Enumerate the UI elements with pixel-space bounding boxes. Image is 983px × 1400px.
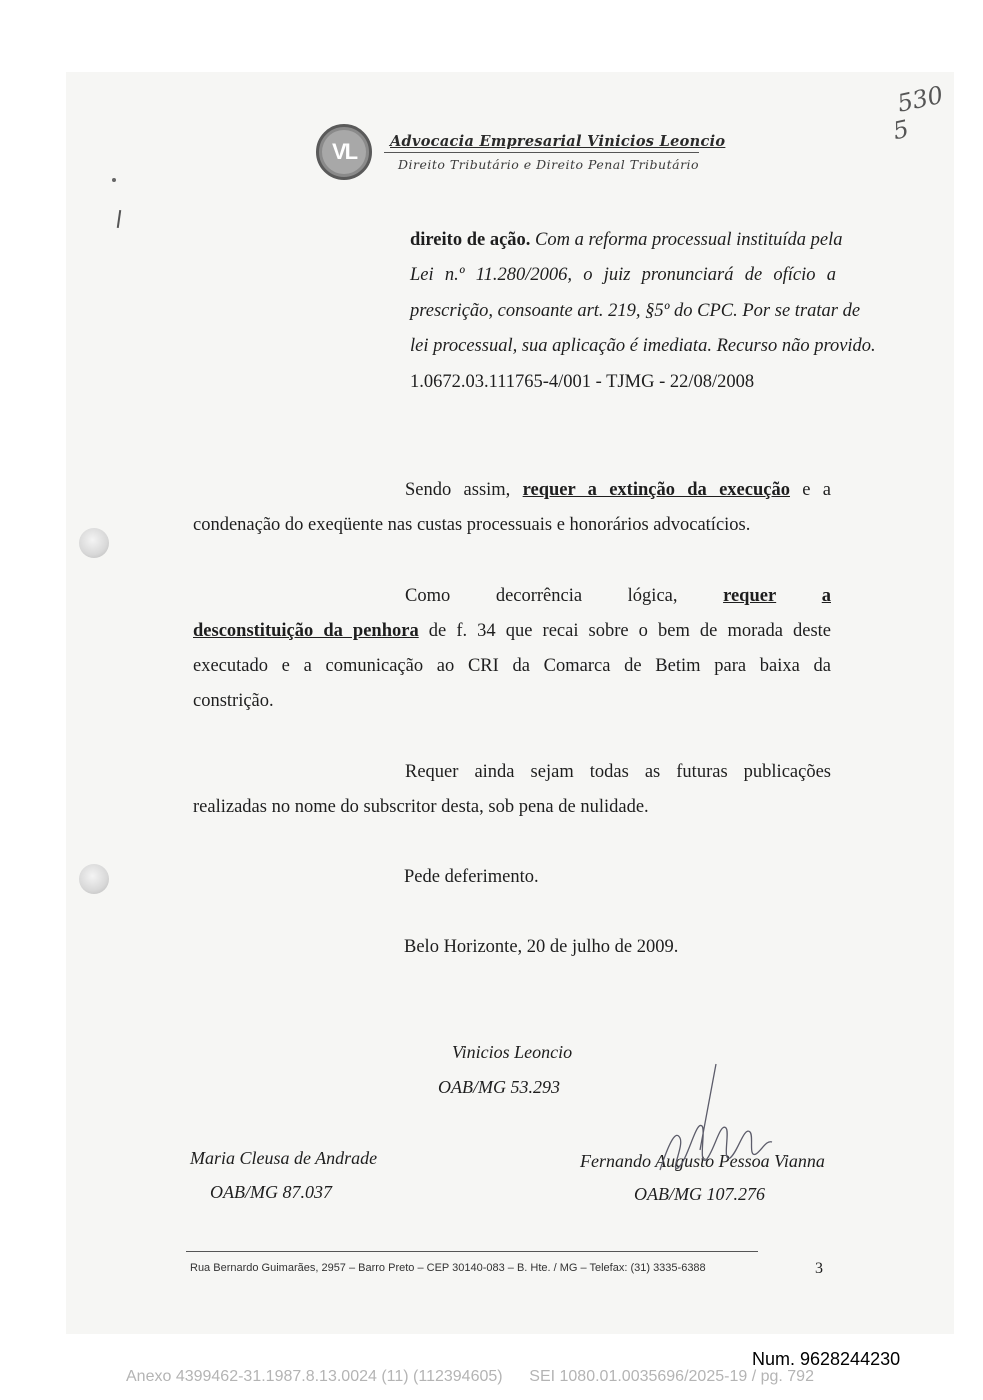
- paragraph-2-line-2: desconstituição da penhora de f. 34 que recai sobre o bem de morada deste: [193, 621, 832, 641]
- firm-name: Advocacia Empresarial Vinicios Leoncio: [390, 133, 726, 150]
- paragraph-2-line-1: Como decorrência lógica, requer a: [405, 586, 831, 606]
- right-signatory-oab: OAB/MG 107.276: [634, 1184, 765, 1204]
- firm-subtitle: Direito Tributário e Direito Penal Tributário: [398, 157, 700, 172]
- place-and-date: Belo Horizonte, 20 de julho de 2009.: [404, 937, 679, 957]
- quote-line-3: prescrição, consoante art. 219, §5º do CPC. Por se tratar de: [410, 301, 861, 321]
- footer-rule: [186, 1251, 758, 1252]
- page-number: 3: [815, 1260, 823, 1277]
- closing-text: Pede deferimento.: [404, 867, 539, 887]
- document-number-stamp: Num. 9628244230: [752, 1349, 901, 1369]
- paragraph-1-line-2: condenação do exeqüente nas custas processuais e honorários advocatícios.: [193, 515, 751, 535]
- paragraph-2-line-4: constrição.: [193, 691, 274, 711]
- paragraph-1-line-1: Sendo assim, requer a extinção da execução e a: [405, 480, 831, 500]
- paragraph-2-line-3: executado e a comunicação ao CRI da Comarca de Betim para baixa da: [193, 656, 831, 676]
- left-signatory-name: Maria Cleusa de Andrade: [190, 1148, 378, 1168]
- paragraph-3-line-2: realizadas no nome do subscritor desta, sob pena de nulidade.: [193, 797, 649, 817]
- punch-hole-bottom: [79, 864, 109, 894]
- paragraph-3-line-1: Requer ainda sejam todas as futuras publicações: [405, 762, 831, 782]
- main-signatory-name: Vinicios Leoncio: [452, 1042, 573, 1062]
- quote-line-2: Lei n.º 11.280/2006, o juiz pronunciará de ofício a: [410, 265, 836, 285]
- quote-line-4: lei processual, sua aplicação é imediata. Recurso não provido.: [410, 336, 876, 356]
- right-signatory-name: Fernando Augusto Pessoa Vianna: [580, 1151, 825, 1171]
- handwritten-signature: [640, 1060, 780, 1180]
- quote-line-1: direito de ação. Com a reforma processual instituída pela: [410, 230, 843, 250]
- handwritten-page-number: 530 5: [890, 80, 946, 146]
- punch-hole-top: [79, 528, 109, 558]
- scan-speck: [112, 178, 116, 182]
- quote-line-5: 1.0672.03.111765-4/001 - TJMG - 22/08/2008: [410, 372, 755, 392]
- footer-address: Rua Bernardo Guimarães, 2957 – Barro Preto – CEP 30140-083 – B. Hte. / MG – Telefax: (31) 3335-6388: [190, 1262, 706, 1274]
- left-signatory-oab: OAB/MG 87.037: [210, 1182, 332, 1202]
- firm-logo: [316, 124, 372, 180]
- header-rule: [384, 152, 699, 153]
- main-signatory-oab: OAB/MG 53.293: [438, 1077, 560, 1097]
- annex-reference: Anexo 4399462-31.1987.8.13.0024 (11) (112394605) SEI 1080.01.0035696/2025-19 / pg. 792: [126, 1368, 814, 1385]
- logo-monogram: VL: [322, 130, 366, 174]
